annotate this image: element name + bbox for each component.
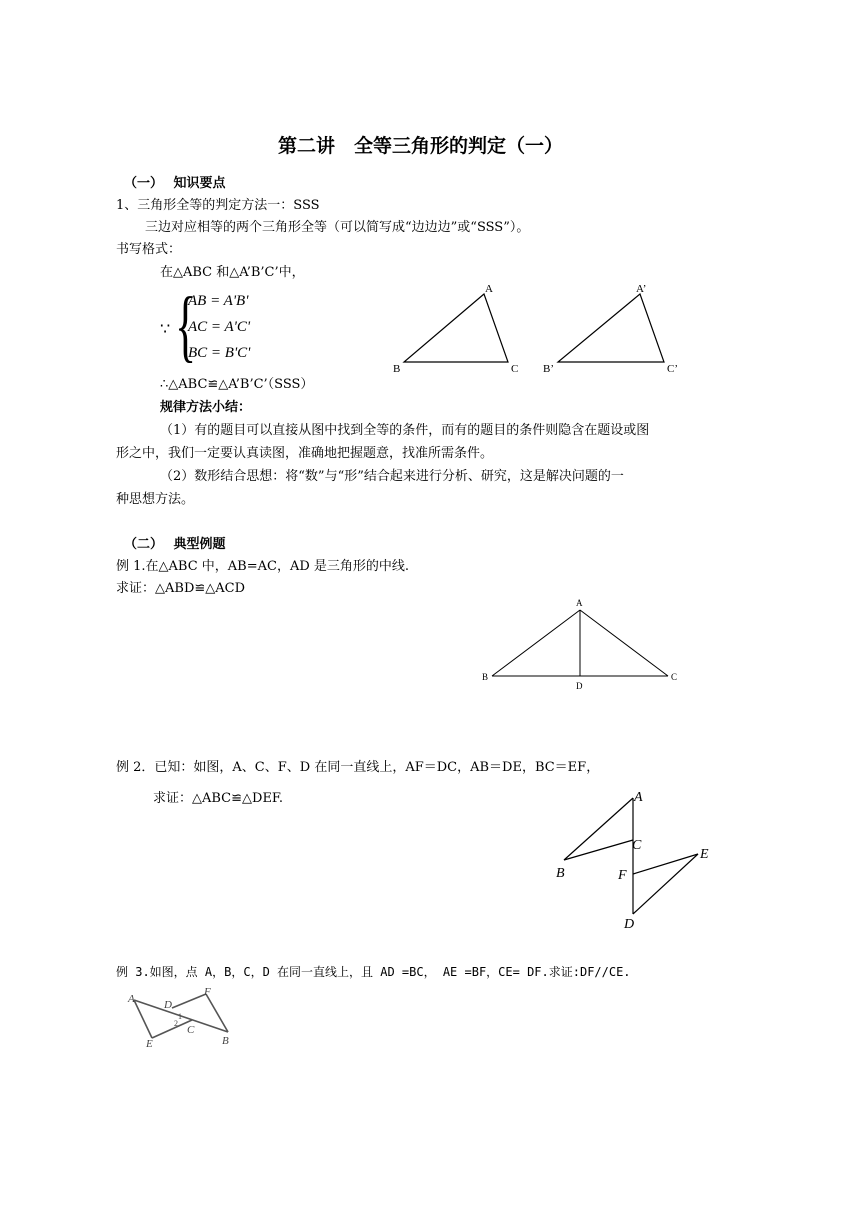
ex2-label-a: A <box>634 790 643 805</box>
example3-problem: 例 3.如图，点 A，B，C，D 在同一直线上，且 AD =BC， AE =BF，CE= DF.求证:DF//CE. <box>116 965 631 979</box>
ex1-label-c: C <box>671 672 678 682</box>
ex3-angle-1: 1 <box>178 1012 182 1021</box>
segment-de <box>633 854 698 914</box>
triangle-abc <box>404 294 508 362</box>
segment-ac <box>580 610 668 676</box>
ex3-label-b: B <box>222 1035 229 1047</box>
section2-heading-text: 典型例题 <box>173 537 226 552</box>
summary2-line2: 种思想方法。 <box>116 492 195 507</box>
ex2-label-c: C <box>632 838 642 853</box>
segment-ab <box>564 798 633 860</box>
label-b-prime: B’ <box>543 363 554 375</box>
section2-heading <box>124 536 226 554</box>
label-b: B <box>393 363 401 375</box>
label-c-prime: C’ <box>667 363 678 375</box>
condition-ac: AC = A'C' <box>188 319 251 335</box>
label-a: A <box>485 283 493 295</box>
example1-prove: 求证：△ABD≌△ACD <box>116 581 246 596</box>
segment-df <box>172 994 206 1008</box>
ex3-label-c: C <box>187 1024 195 1036</box>
label-a-prime: A’ <box>636 283 647 295</box>
example2-figure <box>548 786 718 936</box>
triangle-abc-prime-figure <box>540 278 690 378</box>
ex1-label-a: A <box>576 598 583 608</box>
ex1-label-d: D <box>576 681 583 691</box>
method1-title: 1、三角形全等的判定方法一：SSS <box>116 198 320 213</box>
summary2-line1: （2）数形结合思想：将“数”与“形”结合起来进行分析、研究，这是解决问题的一 <box>160 469 624 484</box>
triangle-abc-prime <box>558 294 664 362</box>
ex3-label-a: A <box>128 993 135 1005</box>
ex3-angle-2: 2 <box>174 1019 178 1028</box>
triangle-abc-figure <box>388 278 528 378</box>
segment-ab <box>492 610 580 676</box>
therefore-conclusion: ∴△ABC≌△A’B’C’（SSS） <box>160 377 314 392</box>
summary1-line1: （1）有的题目可以直接从图中找到全等的条件，而有的题目的条件则隐含在题设或图 <box>160 423 650 438</box>
page-title: 第二讲 全等三角形的判定（一） <box>278 135 564 157</box>
method1-description: 三边对应相等的两个三角形全等（可以简写成“边边边”或“SSS”）。 <box>145 220 530 235</box>
example3-figure <box>124 986 236 1048</box>
ex2-label-e: E <box>700 847 709 862</box>
summary1-line2: 形之中，我们一定要认真读图，准确地把握题意，找准所需条件。 <box>116 446 494 461</box>
condition-ab: AB = A'B' <box>188 293 249 309</box>
section1-heading-text: 知识要点 <box>173 176 226 191</box>
ex3-label-d: D <box>164 999 172 1011</box>
example1-problem: 例 1.在△ABC 中，AB=AC，AD 是三角形的中线. <box>116 559 410 574</box>
summary-title: 规律方法小结： <box>160 400 252 415</box>
example2-problem: 例 2．已知：如图，A、C、F、D 在同一直线上，AF＝DC，AB＝DE，BC＝EF， <box>116 760 600 775</box>
because-symbol: ∵ <box>160 319 171 338</box>
ex2-label-d: D <box>624 917 635 932</box>
example1-figure <box>478 594 688 694</box>
segment-ec <box>152 1020 192 1038</box>
section1-heading-num: （一） <box>124 176 164 191</box>
ex3-label-e: E <box>146 1038 153 1048</box>
ex2-label-f: F <box>618 868 627 883</box>
ex2-label-b: B <box>556 866 565 881</box>
format-intro: 在△ABC 和△A’B’C’中， <box>160 265 305 280</box>
section1-heading <box>124 175 226 193</box>
example2-prove: 求证：△ABC≌△DEF. <box>153 791 284 806</box>
ex1-label-b: B <box>482 672 489 682</box>
format-label: 书写格式： <box>116 242 182 257</box>
condition-bc: BC = B'C' <box>188 345 251 361</box>
label-c: C <box>511 363 519 375</box>
section2-heading-num: （二） <box>124 537 164 552</box>
segment-ef <box>633 854 698 874</box>
ex3-label-f: F <box>204 986 211 998</box>
condition-brace: { <box>175 282 197 370</box>
